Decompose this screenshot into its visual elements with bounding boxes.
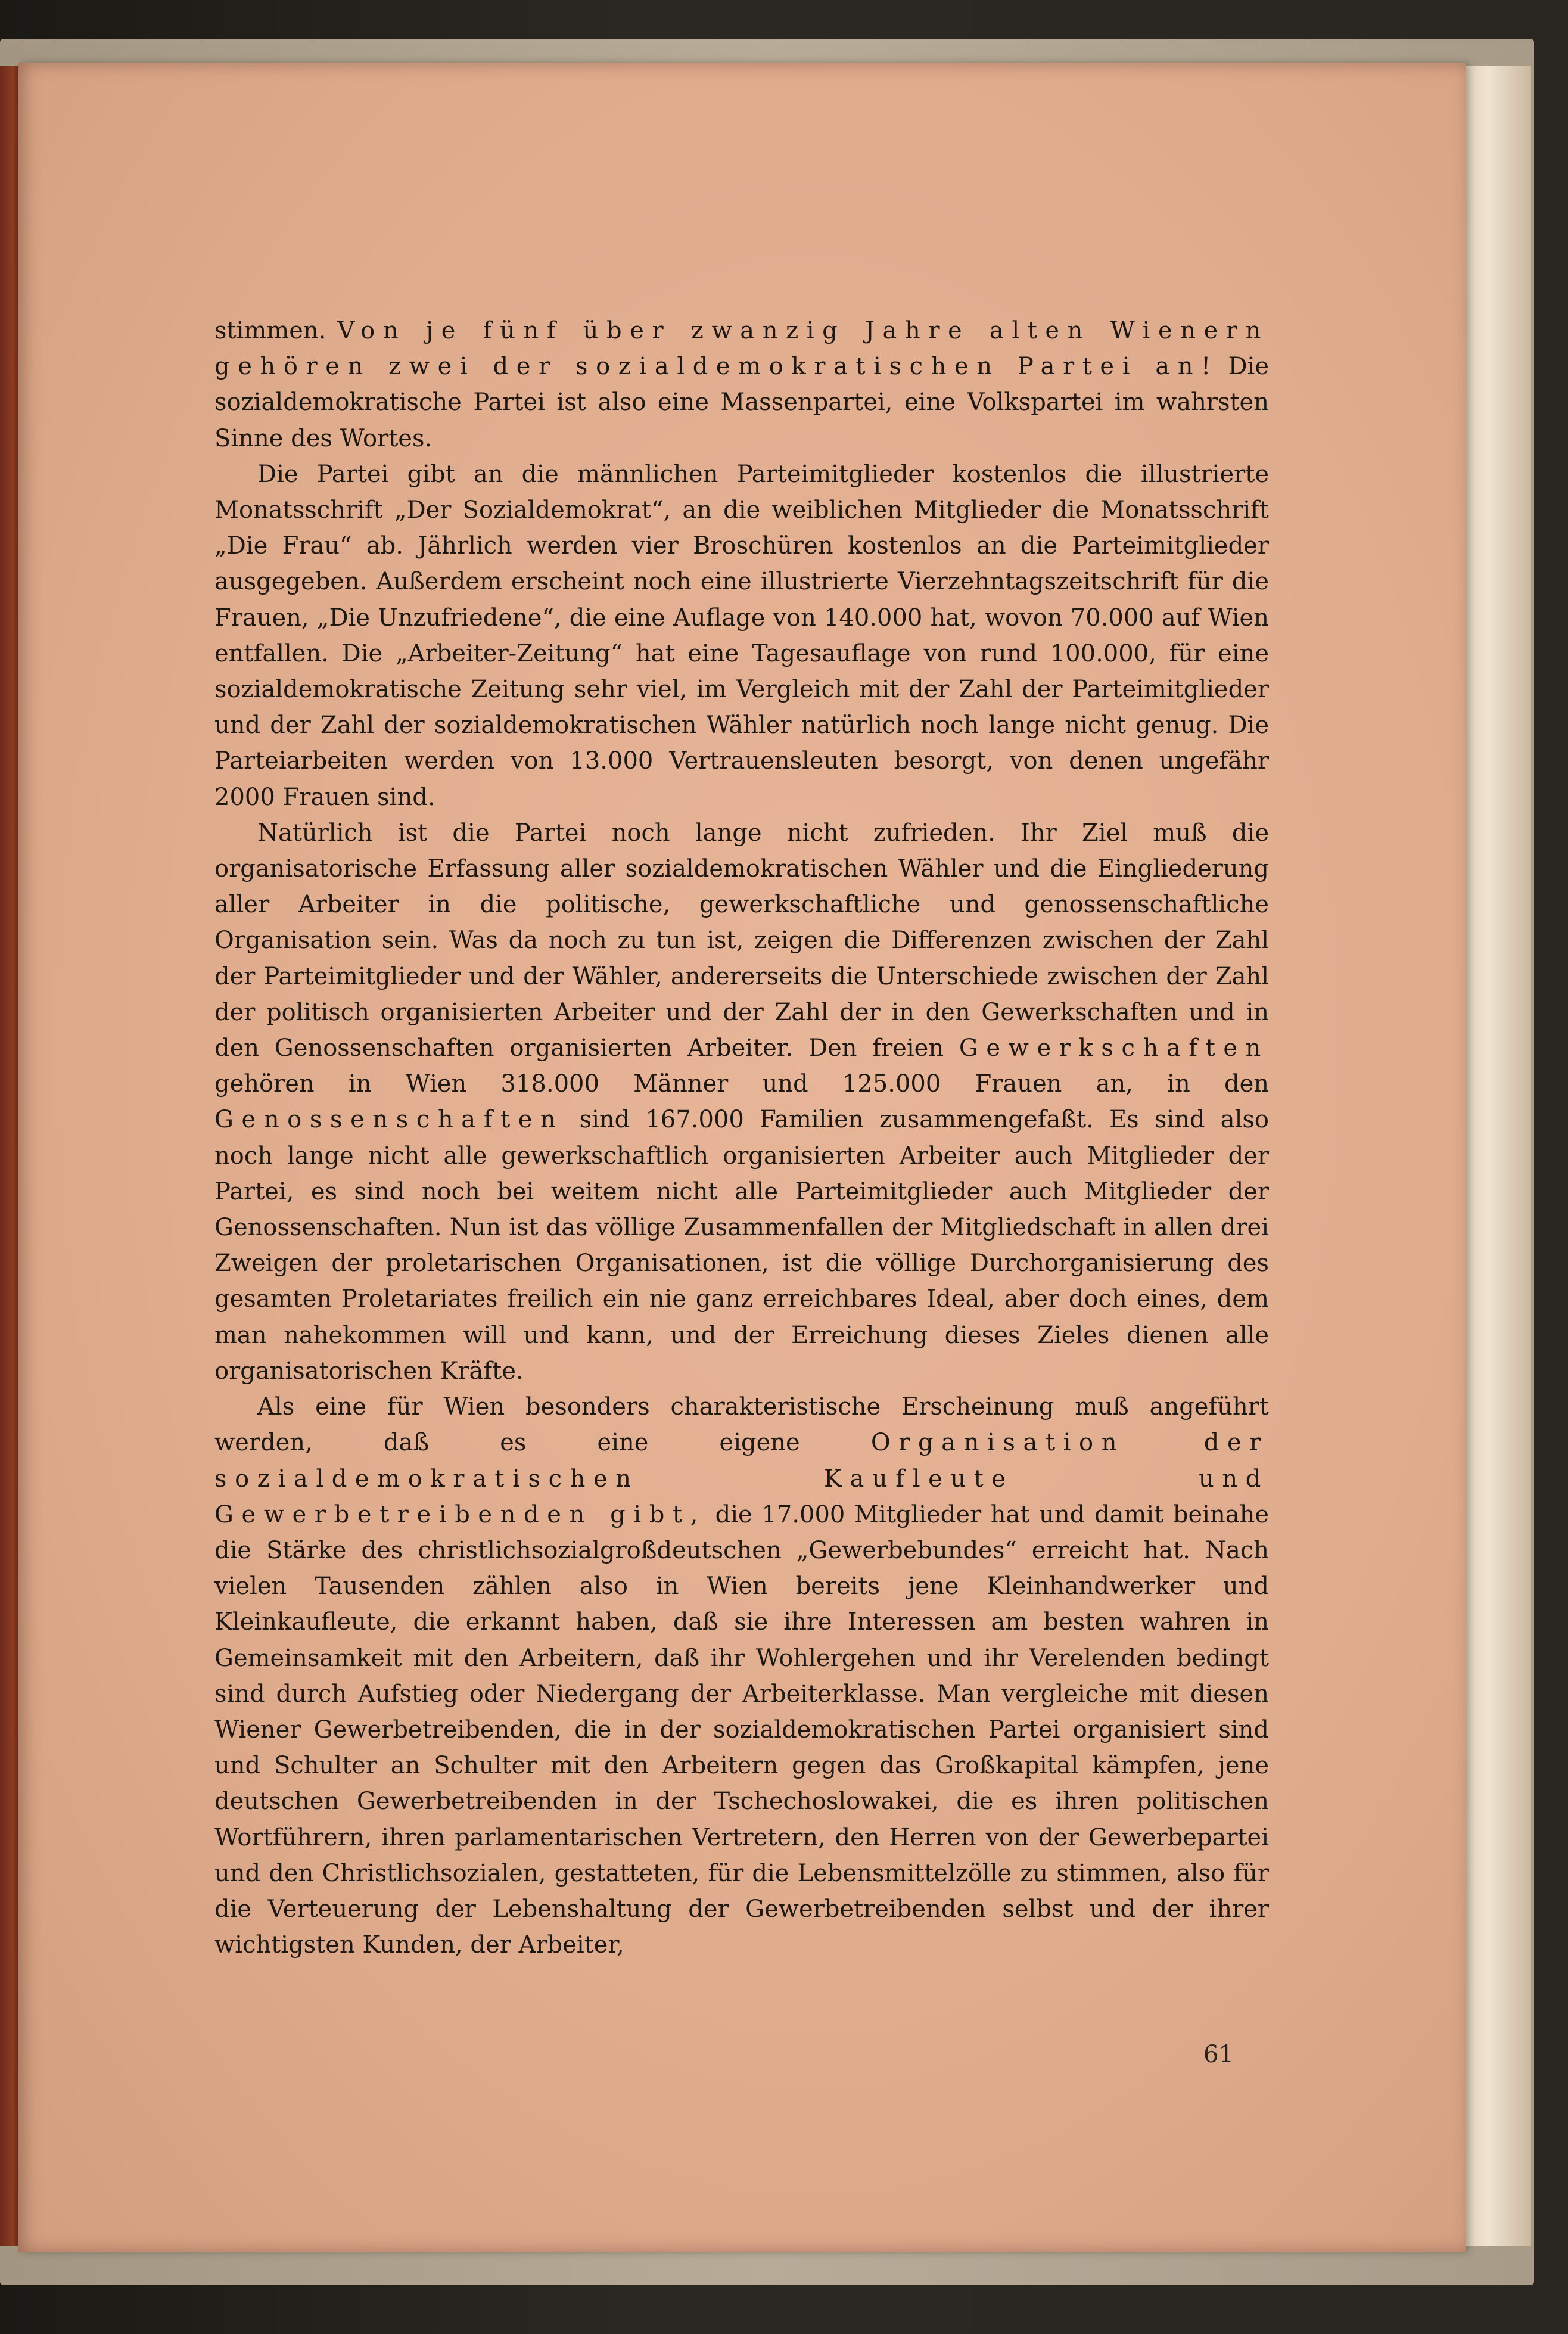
text-run: stimmen. [214, 317, 338, 344]
text-run: gehören in Wien 318.000 Männer und 125.000 Frauen an, in den [214, 1070, 1269, 1098]
paragraph-4 [214, 1389, 1269, 1963]
body-text [214, 313, 1269, 1963]
page-number: 61 [1203, 2041, 1234, 2068]
text-run: sind 167.000 Familien zusammengefaßt. Es sind also noch lange nicht alle gewerkschaftlich organisierten Arbeiter auch Mitglieder der Partei, es sind noch bei weitem nicht alle Parteimitglieder auch Mitglieder der Genossenschaften. Nun ist das völlige Zusammenfallen der Mitgliedschaft in allen drei Zweigen der proletarischen Organisationen, ist die völlige Durchorganisierung des gesamten Proletariates freilich ein nie ganz erreichbares Ideal, aber doch eines, dem man nahekommen will und kann, und der Erreichung dieses Zieles dienen alle organisatorischen Kräfte. [214, 1106, 1269, 1385]
text-run: Die Partei gibt an die männlichen Parteimitglieder kostenlos die illustrierte Monatsschrift „Der Sozialdemokrat“, an die weiblichen Mitglieder die Monatsschrift „Die Frau“ ab. Jährlich werden vier Broschüren kostenlos an die Parteimitglieder ausgegeben. Außerdem erscheint noch eine illustrierte Vierzehntagszeitschrift für die Frauen, „Die Unzufriedene“, die eine Auflage von 140.000 hat, wovon 70.000 auf Wien entfallen. Die „Arbeiter-Zeitung“ hat eine Tagesauflage von rund 100.000, für eine sozialdemokratische Zeitung sehr viel, im Vergleich mit der Zahl der Parteimitglieder und der Zahl der sozialdemokratischen Wähler natürlich noch lange nicht genug. Die Parteiarbeiten werden von 13.000 Vertrauensleuten besorgt, von denen ungefähr 2000 Frauen sind. [214, 460, 1269, 811]
emphasized-text-run: Genossenschaften [214, 1106, 564, 1134]
text-run: Die sozialdemokratische Partei ist also eine Massenpartei, eine Volkspartei im wahrsten Sinne des Wortes. [214, 353, 1270, 452]
emphasized-text-run: Gewerkschaften [959, 1034, 1269, 1062]
text-run: die 17.000 Mitglieder hat und damit beinahe die Stärke des christlichsozialgroßdeutschen „Gewerbebundes“ erreicht hat. Nach vielen Tausenden zählen also in Wien bereits jene Kleinhandwerker und Kleinkaufleute, die erkannt haben, daß sie ihre Interessen am besten wahren in Gemeinsamkeit mit den Arbeitern, daß ihr Wohlergehen und ihr Verelenden bedingt sind durch Aufstieg oder Niedergang der Arbeiterklasse. Man vergleiche mit diesen Wiener Gewerbetreibenden, die in der sozialdemokratischen Partei organisiert sind und Schulter an Schulter mit den Arbeitern gegen das Großkapital kämpfen, jene deutschen Gewerbetreibenden in der Tschechoslowakei, die es ihren politischen Wortführern, ihren parlamentarischen Vertretern, den Herren von der Gewerbepartei und den Christlichsozialen, gestatteten, für die Lebensmittelzölle zu stimmen, also für die Verteuerung der Lebenshaltung der Gewerbetreibenden selbst und der ihrer wichtigsten Kunden, der Arbeiter, [214, 1500, 1270, 1959]
text-run: Als eine für Wien besonders charakteristische Erscheinung muß angeführt werden, daß es eine eigene [214, 1393, 1269, 1457]
paragraph-2 [214, 456, 1269, 815]
emphasized-text-run: Organisation der sozialdemokratischen Kaufleute und Gewerbetreibenden gibt, [214, 1429, 1269, 1528]
paragraph-1 [214, 313, 1269, 456]
text-run: Natürlich ist die Partei noch lange nicht zufrieden. Ihr Ziel muß die organisatorische Erfassung aller sozialdemokratischen Wähler und die Eingliederung aller Arbeiter in die politische, gewerkschaftliche und genossenschaftliche Organisation sein. Was da noch zu tun ist, zeigen die Differenzen zwischen der Zahl der Parteimitglieder und der Wähler, andererseits die Unterschiede zwischen der Zahl der politisch organisierten Arbeiter und der Zahl der in den Gewerkschaften und in den Genossenschaften organisierten Arbeiter. Den freien [214, 819, 1269, 1062]
emphasized-text-run: Von je fünf über zwanzig Jahre alten Wienern gehören zwei der sozialdemokratischen Partei an! [214, 317, 1269, 381]
book-page [18, 63, 1466, 2252]
paragraph-3 [214, 815, 1269, 1389]
